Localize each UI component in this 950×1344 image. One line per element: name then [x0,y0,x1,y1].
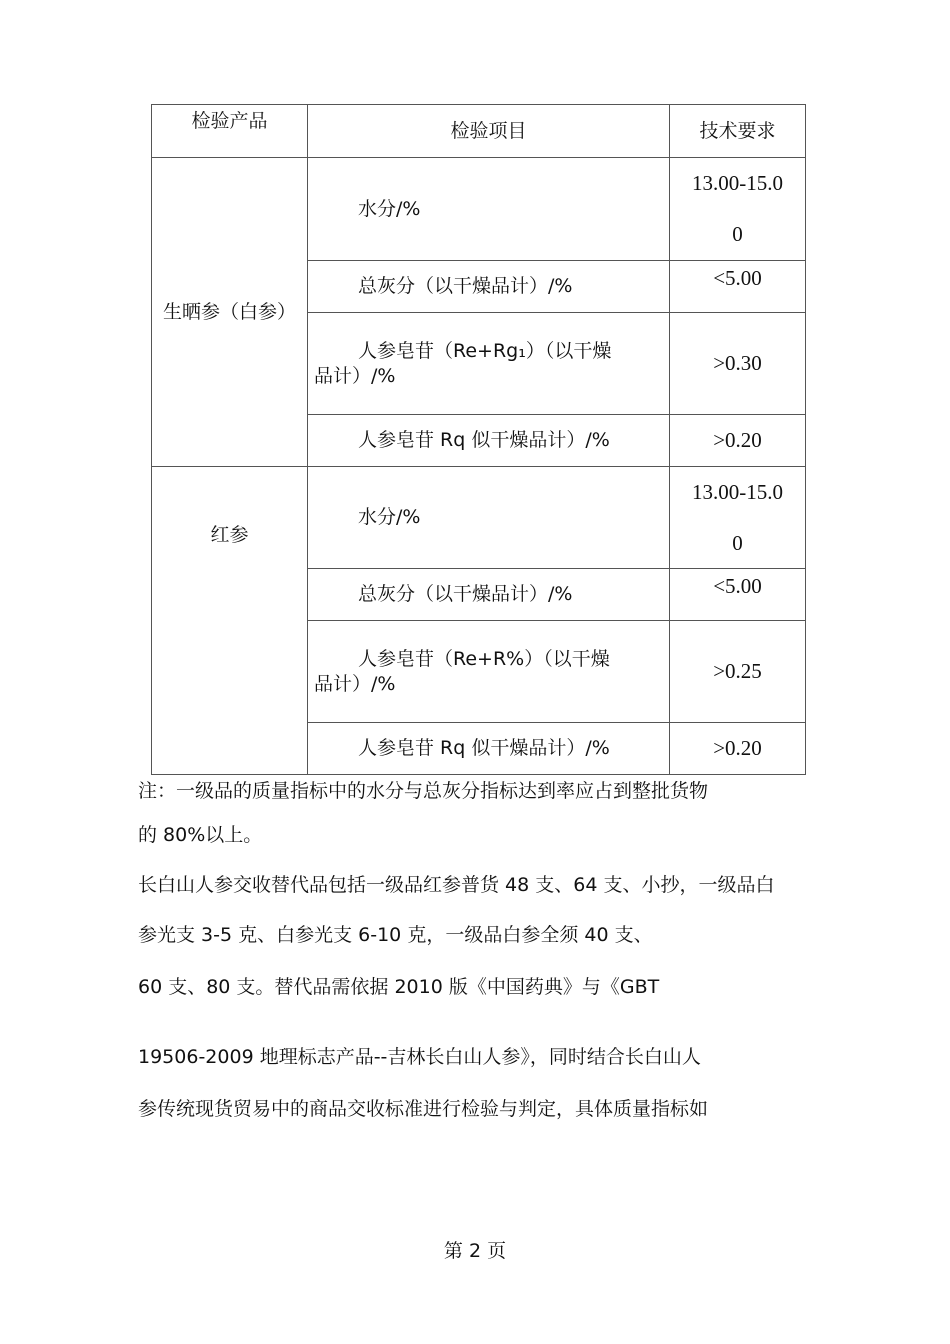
body-line-2: 参光支 3-5 克、白参光支 6-10 克，一级品白参全须 40 支、 [138,924,653,946]
item-ginsenoside-rq: 人参皂苷 Rq 似干燥品计）/% [308,415,670,467]
req-moisture [670,158,806,261]
item-total-ash: 总灰分（以干燥品计）/% [308,569,670,621]
req-ginsenoside-rq: >0.20 [670,415,806,467]
req-ginsenoside-re-rg1: >0.30 [670,313,806,415]
item-line-2: 品计）/% [314,364,396,387]
item-ginsenoside-re-r [308,621,670,723]
body-line-3: 60 支、80 支。替代品需依据 2010 版《中国药典》与《GBT [138,976,660,998]
req-ginsenoside-re-r: >0.25 [670,621,806,723]
item-moisture: 水分/% [308,158,670,261]
header-requirement: 技术要求 [670,105,806,158]
item-moisture: 水分/% [308,467,670,569]
req-line-2: 0 [732,531,743,556]
product-white-ginseng: 生晒参（白参） [152,158,308,467]
header-item: 检验项目 [308,105,670,158]
table-row [152,467,806,569]
req-line-2: 0 [732,222,743,247]
item-line-1: 人参皂苷（Re+R%）（以干燥 [358,647,610,670]
item-line-1: 人参皂苷（Re+Rg₁）（以干燥 [358,339,612,362]
header-product: 检验产品 [152,105,308,158]
req-total-ash: <5.00 [670,261,806,313]
item-ginsenoside-re-rg1 [308,313,670,415]
item-ginsenoside-rq: 人参皂苷 Rq 似干燥品计）/% [308,723,670,775]
item-line-2: 品计）/% [314,672,396,695]
req-line-1: 13.00-15.0 [692,171,783,195]
table-header-row [152,105,806,158]
body-line-5: 参传统现货贸易中的商品交收标准进行检验与判定，具体质量指标如 [138,1098,709,1120]
req-ginsenoside-rq: >0.20 [670,723,806,775]
body-line-4: 19506-2009 地理标志产品--吉林长白山人参》，同时结合长白山人 [138,1046,701,1068]
req-moisture [670,467,806,569]
quality-spec-table [151,104,806,775]
req-total-ash: <5.00 [670,569,806,621]
table-row [152,158,806,261]
note-line-1: 注：一级品的质量指标中的水分与总灰分指标达到率应占到整批货物 [138,780,709,802]
req-line-1: 13.00-15.0 [692,480,783,504]
item-total-ash: 总灰分（以干燥品计）/% [308,261,670,313]
body-line-1: 长白山人参交收替代品包括一级品红参普货 48 支、64 支、小抄，一级品白 [138,874,775,896]
note-line-2: 的 80%以上。 [138,824,263,846]
page-number: 第 2 页 [443,1240,507,1262]
product-red-ginseng: 红参 [152,467,308,775]
